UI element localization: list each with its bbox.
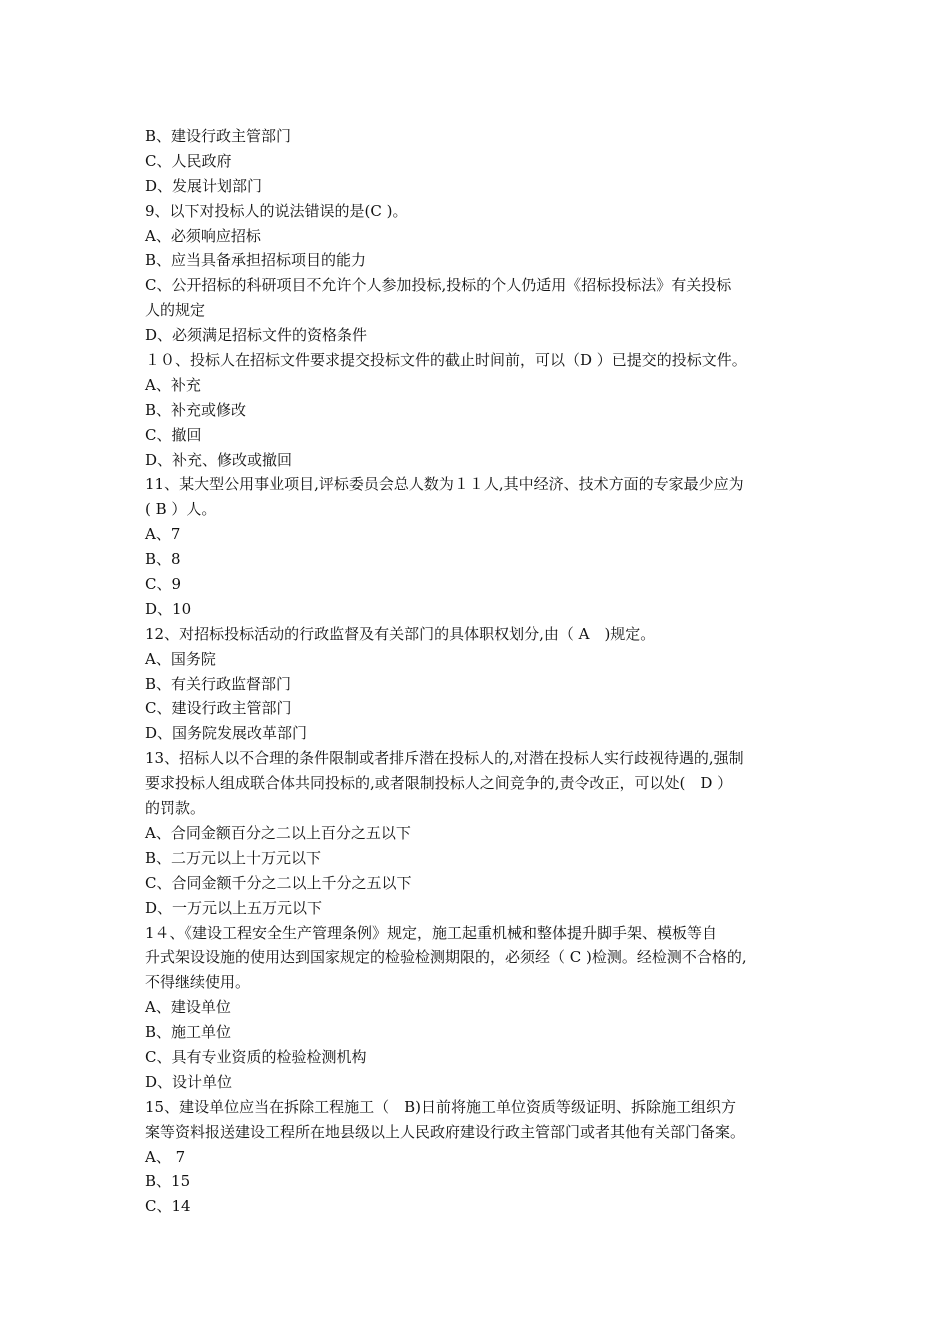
document-body — [145, 124, 813, 1219]
text-line: C、撤回 — [145, 425, 202, 444]
text-line: 12、对招标投标活动的行政监督及有关部门的具体职权划分,由（ A )规定。 — [145, 624, 656, 643]
text-line: D、一万元以上五万元以下 — [145, 898, 323, 917]
text-line: 9、以下对投标人的说法错误的是(C )。 — [145, 201, 408, 220]
text-line: 要求投标人组成联合体共同投标的,或者限制投标人之间竞争的,责令改正，可以处( D ） — [145, 774, 733, 793]
text-line: C、9 — [145, 575, 182, 594]
text-line: C、建设行政主管部门 — [145, 699, 292, 718]
text-line: B、补充或修改 — [145, 400, 247, 419]
text-line: C、具有专业资质的检验检测机构 — [145, 1047, 367, 1066]
text-line: 人的规定 — [145, 301, 206, 320]
text-line: B、建设行政主管部门 — [145, 127, 292, 145]
text-line: B、二万元以上十万元以下 — [145, 848, 322, 867]
text-line: B、8 — [145, 550, 181, 569]
text-line: B、施工单位 — [145, 1023, 232, 1042]
text-line: 的罚款。 — [145, 799, 206, 818]
text-line: 升式架设设施的使用达到国家规定的检验检测期限的，必须经（ C )检测。经检测不合格的, — [145, 948, 747, 967]
text-line: B、应当具备承担招标项目的能力 — [145, 251, 367, 270]
text-line: A、7 — [145, 525, 181, 544]
text-line: 1４、《建设工程安全生产管理条例》规定，施工起重机械和整体提升脚手架、模板等自 — [145, 923, 718, 942]
text-line: A、建设单位 — [145, 998, 231, 1017]
text-line: C、合同金额千分之二以上千分之五以下 — [145, 873, 412, 892]
text-line: A、 7 — [145, 1147, 186, 1166]
text-line: 案等资料报送建设工程所在地县级以上人民政府建设行政主管部门或者其他有关部门备案。 — [145, 1122, 746, 1141]
text-line: A、补充 — [145, 375, 201, 394]
text-line: D、补充、修改或撤回 — [145, 450, 293, 469]
text-line: D、10 — [145, 599, 192, 618]
text-line: D、发展计划部门 — [145, 176, 263, 195]
text-line: D、必须满足招标文件的资格条件 — [145, 326, 368, 345]
text-line: B、有关行政监督部门 — [145, 674, 292, 693]
text-line: A、合同金额百分之二以上百分之五以下 — [145, 823, 411, 842]
text-line: A、国务院 — [145, 649, 216, 668]
text-line: C、公开招标的科研项目不允许个人参加投标,投标的个人仍适用《招标投标法》有关投标 — [145, 276, 732, 295]
text-line: １０、投标人在招标文件要求提交投标文件的截止时间前，可以（D ）已提交的投标文件。 — [145, 351, 747, 370]
text-line: B、15 — [145, 1172, 191, 1191]
text-line: D、设计单位 — [145, 1072, 233, 1091]
text-line: 13、招标人以不合理的条件限制或者排斥潜在投标人的,对潜在投标人实行歧视待遇的,强制 — [145, 749, 744, 768]
text-line: C、人民政府 — [145, 151, 232, 170]
text-line: 不得继续使用。 — [145, 973, 251, 992]
text-line: ( B ）人。 — [145, 500, 217, 519]
text-line: A、必须响应招标 — [145, 226, 261, 245]
text-line: D、国务院发展改革部门 — [145, 724, 308, 743]
text-line: C、14 — [145, 1197, 191, 1216]
text-line: 11、某大型公用事业项目,评标委员会总人数为１１人,其中经济、技术方面的专家最少应为 — [145, 475, 744, 494]
text-line: 15、建设单位应当在拆除工程施工（ B)日前将施工单位资质等级证明、拆除施工组织方 — [145, 1097, 736, 1116]
